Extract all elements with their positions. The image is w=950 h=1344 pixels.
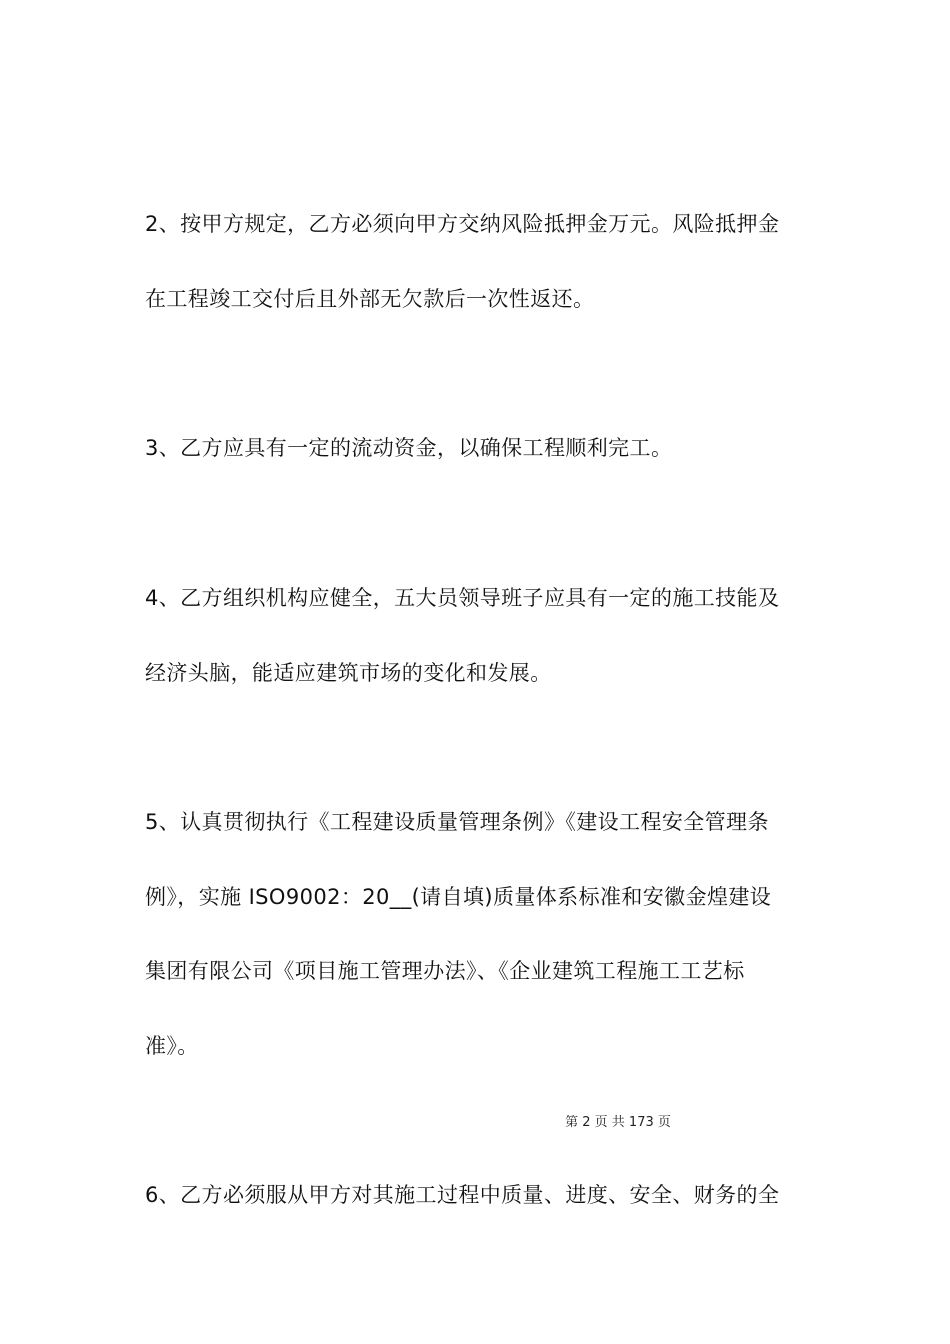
text-line: 经济头脑，能适应建筑市场的变化和发展。 [145, 661, 552, 685]
text-line: 集团有限公司《项目施工管理办法》、《企业建筑工程施工工艺标 [145, 959, 745, 983]
text-line: 例》，实施 ISO9002：20__(请自填)质量体系标准和安徽金煌建设 [145, 885, 772, 909]
text-line: 准》。 [145, 1034, 199, 1058]
page-number: 第 2 页 共 173 页 [565, 1115, 671, 1130]
text-line: 6、乙方必须服从甲方对其施工过程中质量、进度、安全、财务的全 [145, 1183, 780, 1207]
text-line: 3、乙方应具有一定的流动资金，以确保工程顺利完工。 [145, 436, 673, 460]
text-line: 在工程竣工交付后且外部无欠款后一次性返还。 [145, 287, 595, 311]
text-line: 2、按甲方规定，乙方必须向甲方交纳风险抵押金万元。风险抵押金 [145, 212, 780, 236]
text-line: 4、乙方组织机构应健全，五大员领导班子应具有一定的施工技能及 [145, 586, 780, 610]
text-line: 5、认真贯彻执行《工程建设质量管理条例》《建设工程安全管理条 [145, 810, 769, 834]
